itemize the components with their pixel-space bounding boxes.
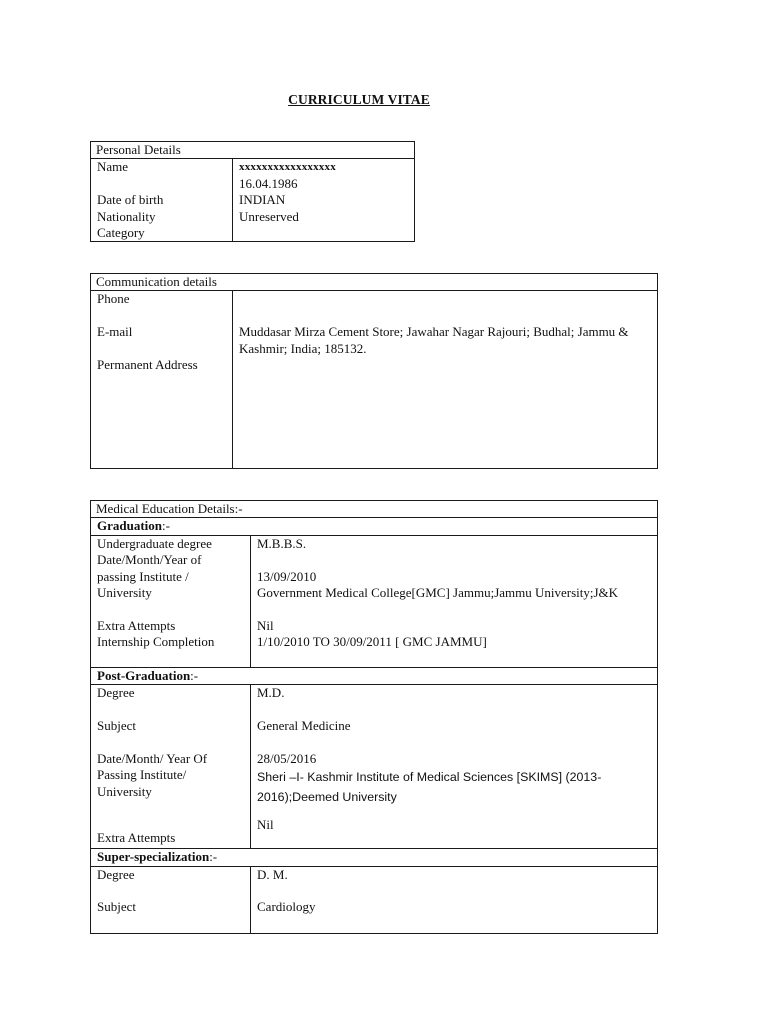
label-name: Name bbox=[97, 159, 129, 175]
graduation-labels bbox=[91, 535, 251, 667]
value-name: xxxxxxxxxxxxxxxxx bbox=[239, 161, 336, 174]
medical-education-table bbox=[90, 500, 658, 934]
value-ss-subject: Cardiology bbox=[257, 899, 316, 915]
value-category: Unreserved bbox=[239, 208, 299, 224]
graduation-values bbox=[251, 535, 658, 667]
label-grad-date-1: Date/Month/Year of bbox=[97, 552, 202, 568]
value-dob: 16.04.1986 bbox=[239, 175, 298, 191]
super-specialization-heading-row bbox=[91, 849, 658, 866]
value-grad-date: 13/09/2010 bbox=[257, 568, 317, 584]
post-graduation-heading: Post-Graduation bbox=[97, 667, 191, 683]
value-grad-institute: Government Medical College[GMC] Jammu;Jammu University;J&K bbox=[257, 585, 619, 601]
label-phone: Phone bbox=[97, 291, 130, 307]
value-pg-subject: General Medicine bbox=[257, 718, 351, 734]
label-ss-subject: Subject bbox=[97, 899, 136, 915]
super-specialization-heading: Super-specialization bbox=[97, 849, 210, 865]
graduation-heading-suffix: :- bbox=[162, 518, 170, 534]
value-pg-degree: M.D. bbox=[257, 685, 285, 701]
personal-details-title: Personal Details bbox=[96, 142, 181, 157]
graduation-heading-row bbox=[91, 518, 658, 535]
value-pg-institute: Sheri –I- Kashmir Institute of Medical Sciences [SKIMS] (2013-2016);Deemed University bbox=[257, 770, 602, 805]
personal-details-header bbox=[91, 142, 415, 159]
post-graduation-heading-suffix: :- bbox=[190, 667, 199, 683]
value-undergraduate-degree: M.B.B.S. bbox=[257, 535, 307, 551]
graduation-heading: Graduation bbox=[97, 518, 163, 534]
medical-education-title: Medical Education Details:- bbox=[96, 501, 243, 516]
label-dob: Date of birth bbox=[97, 192, 164, 208]
value-pg-date: 28/05/2016 bbox=[257, 750, 317, 766]
value-internship-completion: 1/10/2010 TO 30/09/2011 [ GMC JAMMU] bbox=[257, 634, 487, 650]
value-grad-extra-attempts: Nil bbox=[257, 617, 274, 633]
label-pg-degree: Degree bbox=[97, 685, 135, 701]
label-internship-completion: Internship Completion bbox=[97, 634, 215, 650]
value-permanent-address: Muddasar Mirza Cement Store; Jawahar Nagar Rajouri; Budhal; Jammu & Kashmir; India; 185132. bbox=[239, 324, 629, 356]
post-graduation-heading-row bbox=[91, 667, 658, 684]
communication-labels bbox=[91, 291, 233, 469]
communication-details-header bbox=[91, 274, 658, 291]
label-undergraduate-degree: Undergraduate degree bbox=[97, 535, 212, 551]
communication-values bbox=[233, 291, 658, 469]
label-email: E-mail bbox=[97, 324, 133, 340]
label-nationality: Nationality bbox=[97, 208, 156, 224]
value-ss-degree: D. M. bbox=[257, 866, 288, 882]
label-pg-extra-attempts: Extra Attempts bbox=[97, 830, 176, 846]
personal-values bbox=[233, 159, 415, 242]
label-grad-extra-attempts: Extra Attempts bbox=[97, 617, 176, 633]
label-permanent-address: Permanent Address bbox=[97, 357, 198, 372]
personal-details-table bbox=[90, 141, 415, 242]
post-graduation-values bbox=[251, 685, 658, 849]
personal-labels bbox=[91, 159, 233, 242]
medical-education-header bbox=[91, 501, 658, 518]
value-nationality: INDIAN bbox=[239, 192, 286, 208]
super-specialization-values bbox=[251, 866, 658, 933]
post-graduation-labels bbox=[91, 685, 251, 849]
label-pg-date-1: Date/Month/ Year Of bbox=[97, 750, 208, 766]
communication-details-table bbox=[90, 273, 658, 469]
label-category: Category bbox=[97, 225, 145, 241]
label-ss-degree: Degree bbox=[97, 866, 135, 882]
super-specialization-heading-suffix: :- bbox=[209, 849, 218, 865]
page-title: CURRICULUM VITAE bbox=[288, 92, 430, 107]
label-pg-date-2: Passing Institute/ bbox=[97, 767, 187, 783]
value-pg-extra-attempts: Nil bbox=[257, 817, 274, 833]
super-specialization-labels bbox=[91, 866, 251, 933]
label-grad-date-3: University bbox=[97, 585, 152, 601]
label-pg-subject: Subject bbox=[97, 718, 136, 734]
label-pg-date-3: University bbox=[97, 783, 152, 799]
label-grad-date-2: passing Institute / bbox=[97, 568, 189, 584]
communication-details-title: Communication details bbox=[96, 274, 217, 289]
